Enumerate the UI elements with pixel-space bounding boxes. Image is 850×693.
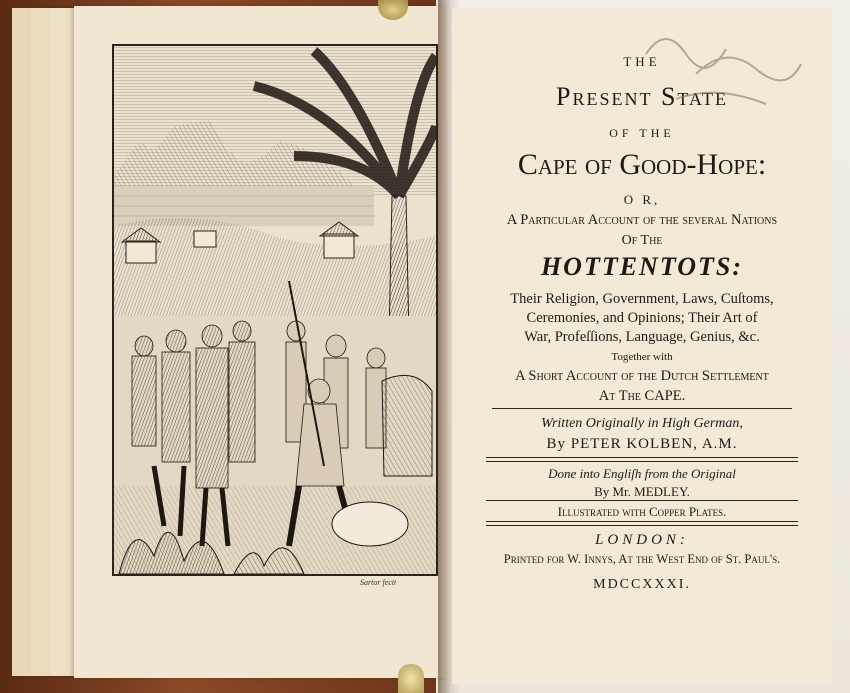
title-date: MDCCXXXI. [593, 577, 691, 592]
title-of-the-2: Of The [621, 233, 663, 248]
title-together: Together with [611, 351, 673, 363]
title-ceremonies: Ceremonies, and Opinions; Their Art of [526, 310, 758, 326]
title-translator: By Mr. MEDLEY. [594, 484, 690, 499]
frontispiece-engraving [112, 44, 438, 576]
title-religion: Their Religion, Government, Laws, Cuſtoms, [510, 291, 774, 307]
title-war: War, Profeſſions, Language, Genius, &c. [524, 329, 760, 345]
engraver-signature: Sartor fecit [360, 578, 397, 587]
title-london: LONDON: [595, 532, 689, 548]
title-hottentots: HOTTENTOTS: [540, 252, 744, 281]
title-present-state: Present State [556, 82, 728, 111]
title-illustrated: Illuſtrated with Copper Plates. [557, 504, 727, 519]
title-particular: A Particular Account of the ſeveral Nations [506, 212, 778, 228]
title-of-the: OF THE [609, 126, 675, 140]
title-cape: Cape of Good-Hope: [517, 148, 767, 181]
title-or: O R, [623, 192, 661, 207]
title-author: By PETER KOLBEN, A.M. [546, 436, 738, 452]
ribbon-bookmark [398, 664, 424, 693]
handwritten-ownership-mark [636, 14, 806, 124]
divider-double-rule [486, 521, 798, 526]
title-done: Done into Engliſh from the Original [548, 466, 736, 481]
title-short-account: A Short Account of the Dutch Settlement [515, 368, 769, 384]
title-at-cape: At The CAPE. [598, 388, 686, 404]
title-the: THE [623, 54, 661, 69]
divider-rule [492, 408, 792, 409]
divider-rule [486, 500, 798, 501]
divider-double-rule [486, 457, 798, 462]
title-printed: Printed for W. Innys, At the Weſt End of St. Paul's. [503, 552, 781, 566]
title-written: Written Originally in High German, [541, 416, 743, 431]
